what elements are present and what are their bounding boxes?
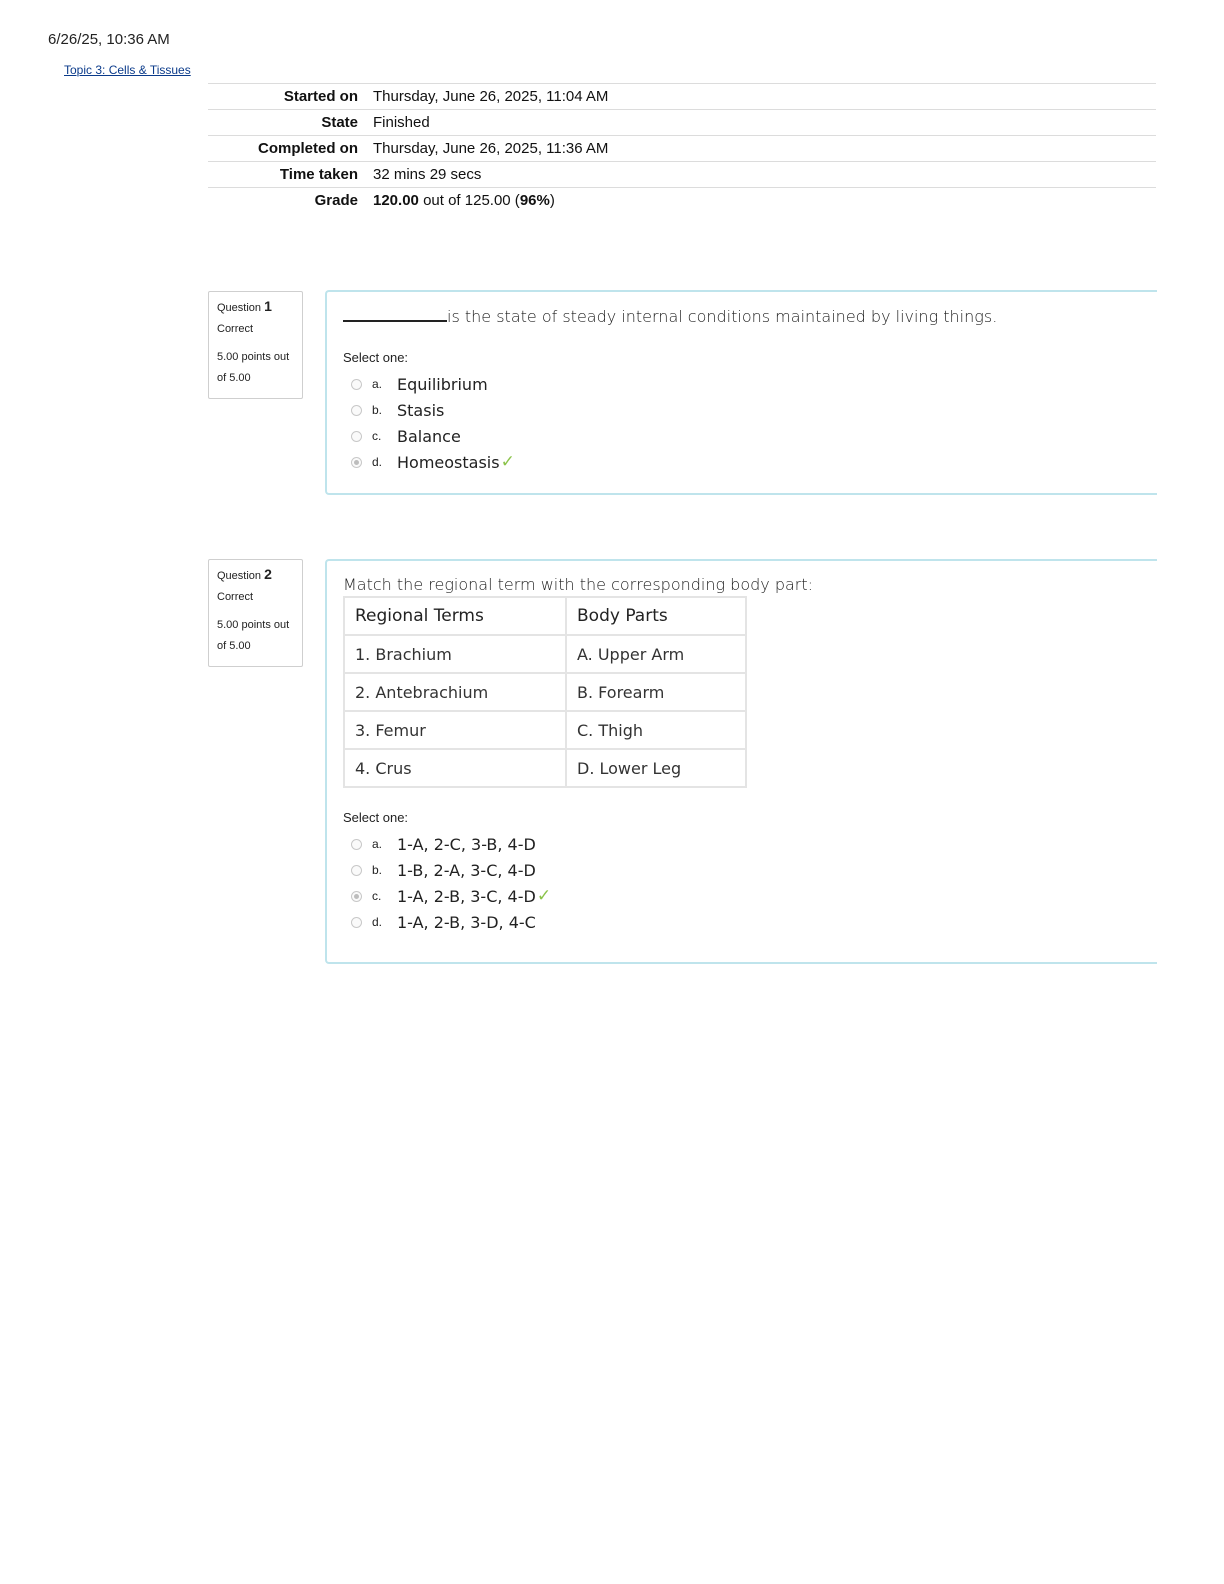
question-1-prompt: is the state of steady internal conditions maintained by living things. bbox=[447, 307, 998, 326]
option-text: 1-A, 2-B, 3-D, 4-C bbox=[397, 912, 536, 932]
option-text: Equilibrium bbox=[397, 374, 488, 394]
matching-table bbox=[343, 596, 747, 788]
option-letter: a. bbox=[372, 377, 383, 391]
question-2-label: Question bbox=[217, 570, 262, 582]
grade-value: 120.00 out of 125.00 (96%) bbox=[373, 192, 555, 209]
breadcrumb-link[interactable]: Topic 3: Cells & Tissues bbox=[64, 63, 191, 77]
question-1-content bbox=[325, 290, 1157, 495]
table-cell: 1. Brachium bbox=[344, 635, 566, 673]
question-2-option-a[interactable] bbox=[351, 831, 1141, 857]
time-label: Time taken bbox=[279, 166, 358, 183]
option-letter: b. bbox=[372, 863, 383, 877]
question-2-text: Match the regional term with the corresponding body part: bbox=[343, 575, 814, 594]
table-row bbox=[344, 673, 746, 711]
question-2-option-b[interactable] bbox=[351, 857, 1141, 883]
grade-percent: 96% bbox=[519, 192, 550, 209]
table-cell: A. Upper Arm bbox=[566, 635, 746, 673]
option-letter: c. bbox=[372, 429, 382, 443]
table-header: Regional Terms bbox=[344, 597, 566, 635]
question-1-label: Question bbox=[217, 302, 262, 314]
option-text: Homeostasis bbox=[397, 452, 500, 472]
option-text: Stasis bbox=[397, 400, 445, 420]
table-row bbox=[344, 711, 746, 749]
question-2-grade: 5.00 points out of 5.00 bbox=[217, 619, 290, 652]
question-1-select-one: Select one: bbox=[343, 350, 409, 365]
radio-button-checked[interactable] bbox=[351, 891, 362, 902]
started-label: Started on bbox=[283, 88, 358, 105]
time-value: 32 mins 29 secs bbox=[373, 166, 482, 183]
attempt-summary bbox=[208, 83, 1156, 213]
table-row bbox=[344, 635, 746, 673]
question-2-content bbox=[325, 559, 1157, 964]
correct-check-icon: ✓ bbox=[536, 886, 552, 906]
radio-button[interactable] bbox=[351, 431, 362, 442]
correct-check-icon: ✓ bbox=[500, 452, 515, 472]
completed-label: Completed on bbox=[258, 140, 358, 157]
option-text: 1-A, 2-C, 3-B, 4-D bbox=[397, 834, 536, 854]
question-1-number bbox=[217, 298, 294, 314]
question-2-option-d[interactable] bbox=[351, 909, 1141, 935]
option-text: 1-A, 2-B, 3-C, 4-D bbox=[397, 886, 536, 906]
state-label: State bbox=[321, 114, 358, 131]
grade-score: 120.00 bbox=[373, 192, 419, 209]
summary-row-time bbox=[208, 161, 1156, 187]
summary-row-started bbox=[208, 83, 1156, 109]
summary-row-completed bbox=[208, 135, 1156, 161]
radio-button[interactable] bbox=[351, 865, 362, 876]
grade-label: Grade bbox=[314, 192, 358, 209]
fill-in-blank bbox=[343, 306, 447, 322]
question-2-state: Correct bbox=[217, 591, 254, 603]
question-1-info bbox=[208, 291, 303, 399]
radio-button-checked[interactable] bbox=[351, 457, 362, 468]
option-letter: d. bbox=[372, 455, 383, 469]
table-cell: 4. Crus bbox=[344, 749, 566, 787]
table-cell: B. Forearm bbox=[566, 673, 746, 711]
state-value: Finished bbox=[373, 114, 430, 131]
table-header: Body Parts bbox=[566, 597, 746, 635]
radio-button[interactable] bbox=[351, 839, 362, 850]
table-header-row bbox=[344, 597, 746, 635]
question-1-option-b[interactable] bbox=[351, 397, 1141, 423]
option-text: Balance bbox=[397, 426, 461, 446]
summary-row-grade bbox=[208, 187, 1156, 213]
question-1-option-d[interactable] bbox=[351, 449, 1141, 475]
option-letter: c. bbox=[372, 889, 382, 903]
option-text: 1-B, 2-A, 3-C, 4-D bbox=[397, 860, 536, 880]
option-letter: a. bbox=[372, 837, 383, 851]
question-2-info bbox=[208, 559, 303, 667]
question-1-grade: 5.00 points out of 5.00 bbox=[217, 351, 290, 384]
table-cell: C. Thigh bbox=[566, 711, 746, 749]
question-2-num: 2 bbox=[264, 566, 272, 582]
summary-row-state bbox=[208, 109, 1156, 135]
started-value: Thursday, June 26, 2025, 11:04 AM bbox=[373, 88, 609, 105]
question-1-state: Correct bbox=[217, 323, 254, 335]
option-letter: b. bbox=[372, 403, 383, 417]
question-2-select-one: Select one: bbox=[343, 810, 409, 825]
table-cell: 2. Antebrachium bbox=[344, 673, 566, 711]
radio-button[interactable] bbox=[351, 405, 362, 416]
completed-value: Thursday, June 26, 2025, 11:36 AM bbox=[373, 140, 609, 157]
table-cell: 3. Femur bbox=[344, 711, 566, 749]
radio-button[interactable] bbox=[351, 379, 362, 390]
table-row bbox=[344, 749, 746, 787]
grade-out-of: out of 125.00 bbox=[423, 192, 511, 209]
radio-button[interactable] bbox=[351, 917, 362, 928]
option-letter: d. bbox=[372, 915, 383, 929]
question-2-number bbox=[217, 566, 294, 582]
question-1-text bbox=[343, 306, 1141, 326]
question-1-num: 1 bbox=[264, 298, 272, 314]
table-cell: D. Lower Leg bbox=[566, 749, 746, 787]
question-1-option-c[interactable] bbox=[351, 423, 1141, 449]
print-timestamp: 6/26/25, 10:36 AM bbox=[48, 31, 170, 48]
question-1-option-a[interactable] bbox=[351, 371, 1141, 397]
question-2-option-c[interactable] bbox=[351, 883, 1141, 909]
